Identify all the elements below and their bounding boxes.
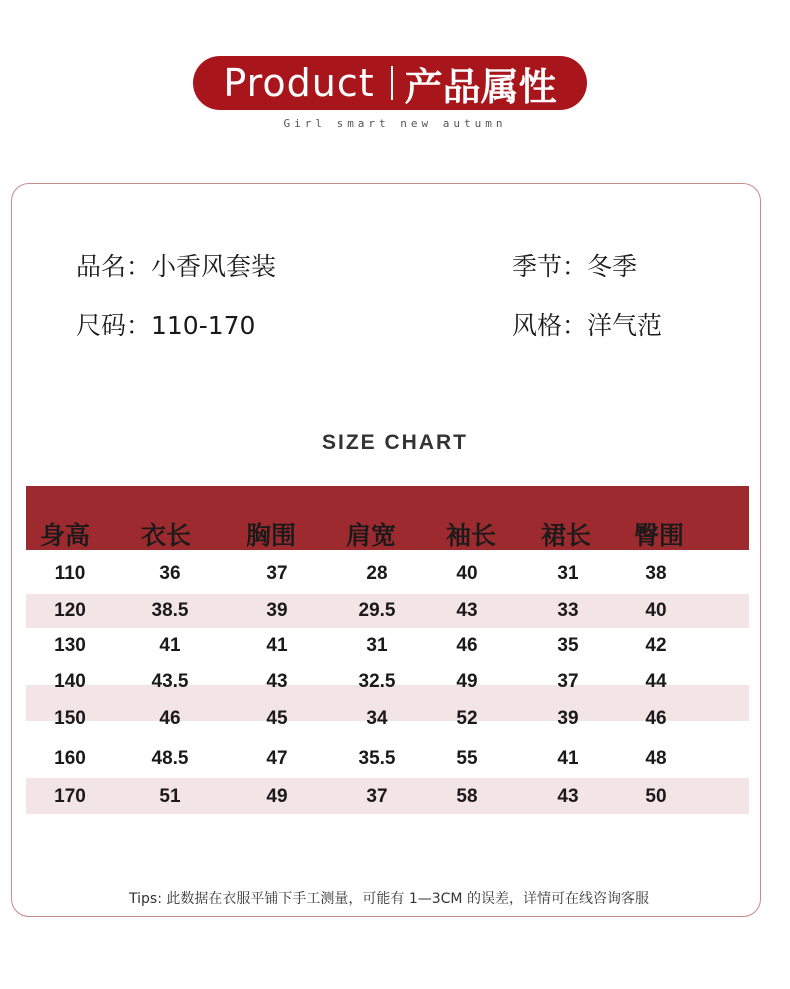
table-cell: 150 xyxy=(54,708,86,729)
table-cell: 37 xyxy=(366,786,388,807)
table-cell: 37 xyxy=(557,671,579,692)
table-cell: 46 xyxy=(456,635,478,656)
table-cell: 28 xyxy=(366,563,388,584)
table-cell: 48.5 xyxy=(151,748,189,769)
table-cell: 35.5 xyxy=(358,748,396,769)
table-cell: 110 xyxy=(54,563,86,584)
table-cell: 39 xyxy=(266,600,288,621)
table-cell: 33 xyxy=(557,600,579,621)
table-cell: 40 xyxy=(456,563,478,584)
table-cell: 39 xyxy=(557,708,579,729)
table-cell: 51 xyxy=(159,786,181,807)
table-cell: 38 xyxy=(645,563,667,584)
table-cell: 48 xyxy=(645,748,667,769)
banner-divider xyxy=(391,66,393,100)
table-cell: 37 xyxy=(266,563,288,584)
table-cell: 58 xyxy=(456,786,478,807)
tips-note: Tips: 此数据在衣服平铺下手工测量，可能有 1—3CM 的误差，详情可在线咨询客服 xyxy=(129,891,649,907)
table-cell: 49 xyxy=(456,671,478,692)
table-cell: 46 xyxy=(159,708,181,729)
column-header: 胸围 xyxy=(246,521,297,550)
size-chart-title: SIZE CHART xyxy=(322,431,468,454)
column-header: 裙长 xyxy=(541,521,592,550)
table-cell: 43 xyxy=(456,600,478,621)
table-cell: 43 xyxy=(557,786,579,807)
banner-english-title: Product xyxy=(223,61,375,105)
table-cell: 40 xyxy=(645,600,667,621)
table-cell: 41 xyxy=(159,635,181,656)
column-header: 臀围 xyxy=(634,521,685,550)
table-cell: 34 xyxy=(366,708,388,729)
attr-season: 季节：冬季 xyxy=(512,252,638,281)
table-cell: 31 xyxy=(366,635,388,656)
tagline: Girl smart new autumn xyxy=(283,117,507,130)
table-cell: 120 xyxy=(54,600,86,621)
banner-chinese-title: 产品属性 xyxy=(404,64,557,109)
attr-size-range: 尺码：110-170 xyxy=(76,311,256,340)
table-cell: 140 xyxy=(54,671,86,692)
table-cell: 170 xyxy=(54,786,86,807)
attr-product-name: 品名：小香风套装 xyxy=(76,252,277,281)
table-cell: 29.5 xyxy=(358,600,396,621)
table-cell: 35 xyxy=(557,635,579,656)
column-header: 肩宽 xyxy=(346,521,397,550)
product-banner xyxy=(193,56,587,110)
table-cell: 45 xyxy=(266,708,288,729)
table-cell: 160 xyxy=(54,748,86,769)
table-cell: 49 xyxy=(266,786,288,807)
column-header: 衣长 xyxy=(141,521,192,550)
table-cell: 43.5 xyxy=(151,671,189,692)
table-cell: 43 xyxy=(266,671,288,692)
table-cell: 52 xyxy=(456,708,478,729)
table-cell: 46 xyxy=(645,708,667,729)
table-cell: 36 xyxy=(159,563,181,584)
table-cell: 130 xyxy=(54,635,86,656)
table-cell: 42 xyxy=(645,635,667,656)
table-cell: 31 xyxy=(557,563,579,584)
column-header: 袖长 xyxy=(446,521,497,550)
table-cell: 41 xyxy=(266,635,288,656)
table-cell: 41 xyxy=(557,748,579,769)
table-cell: 50 xyxy=(645,786,667,807)
table-cell: 47 xyxy=(266,748,288,769)
column-header: 身高 xyxy=(40,521,91,550)
table-cell: 55 xyxy=(456,748,478,769)
attr-style: 风格：洋气范 xyxy=(512,311,663,340)
table-cell: 38.5 xyxy=(151,600,189,621)
table-cell: 44 xyxy=(645,671,667,692)
table-cell: 32.5 xyxy=(358,671,396,692)
